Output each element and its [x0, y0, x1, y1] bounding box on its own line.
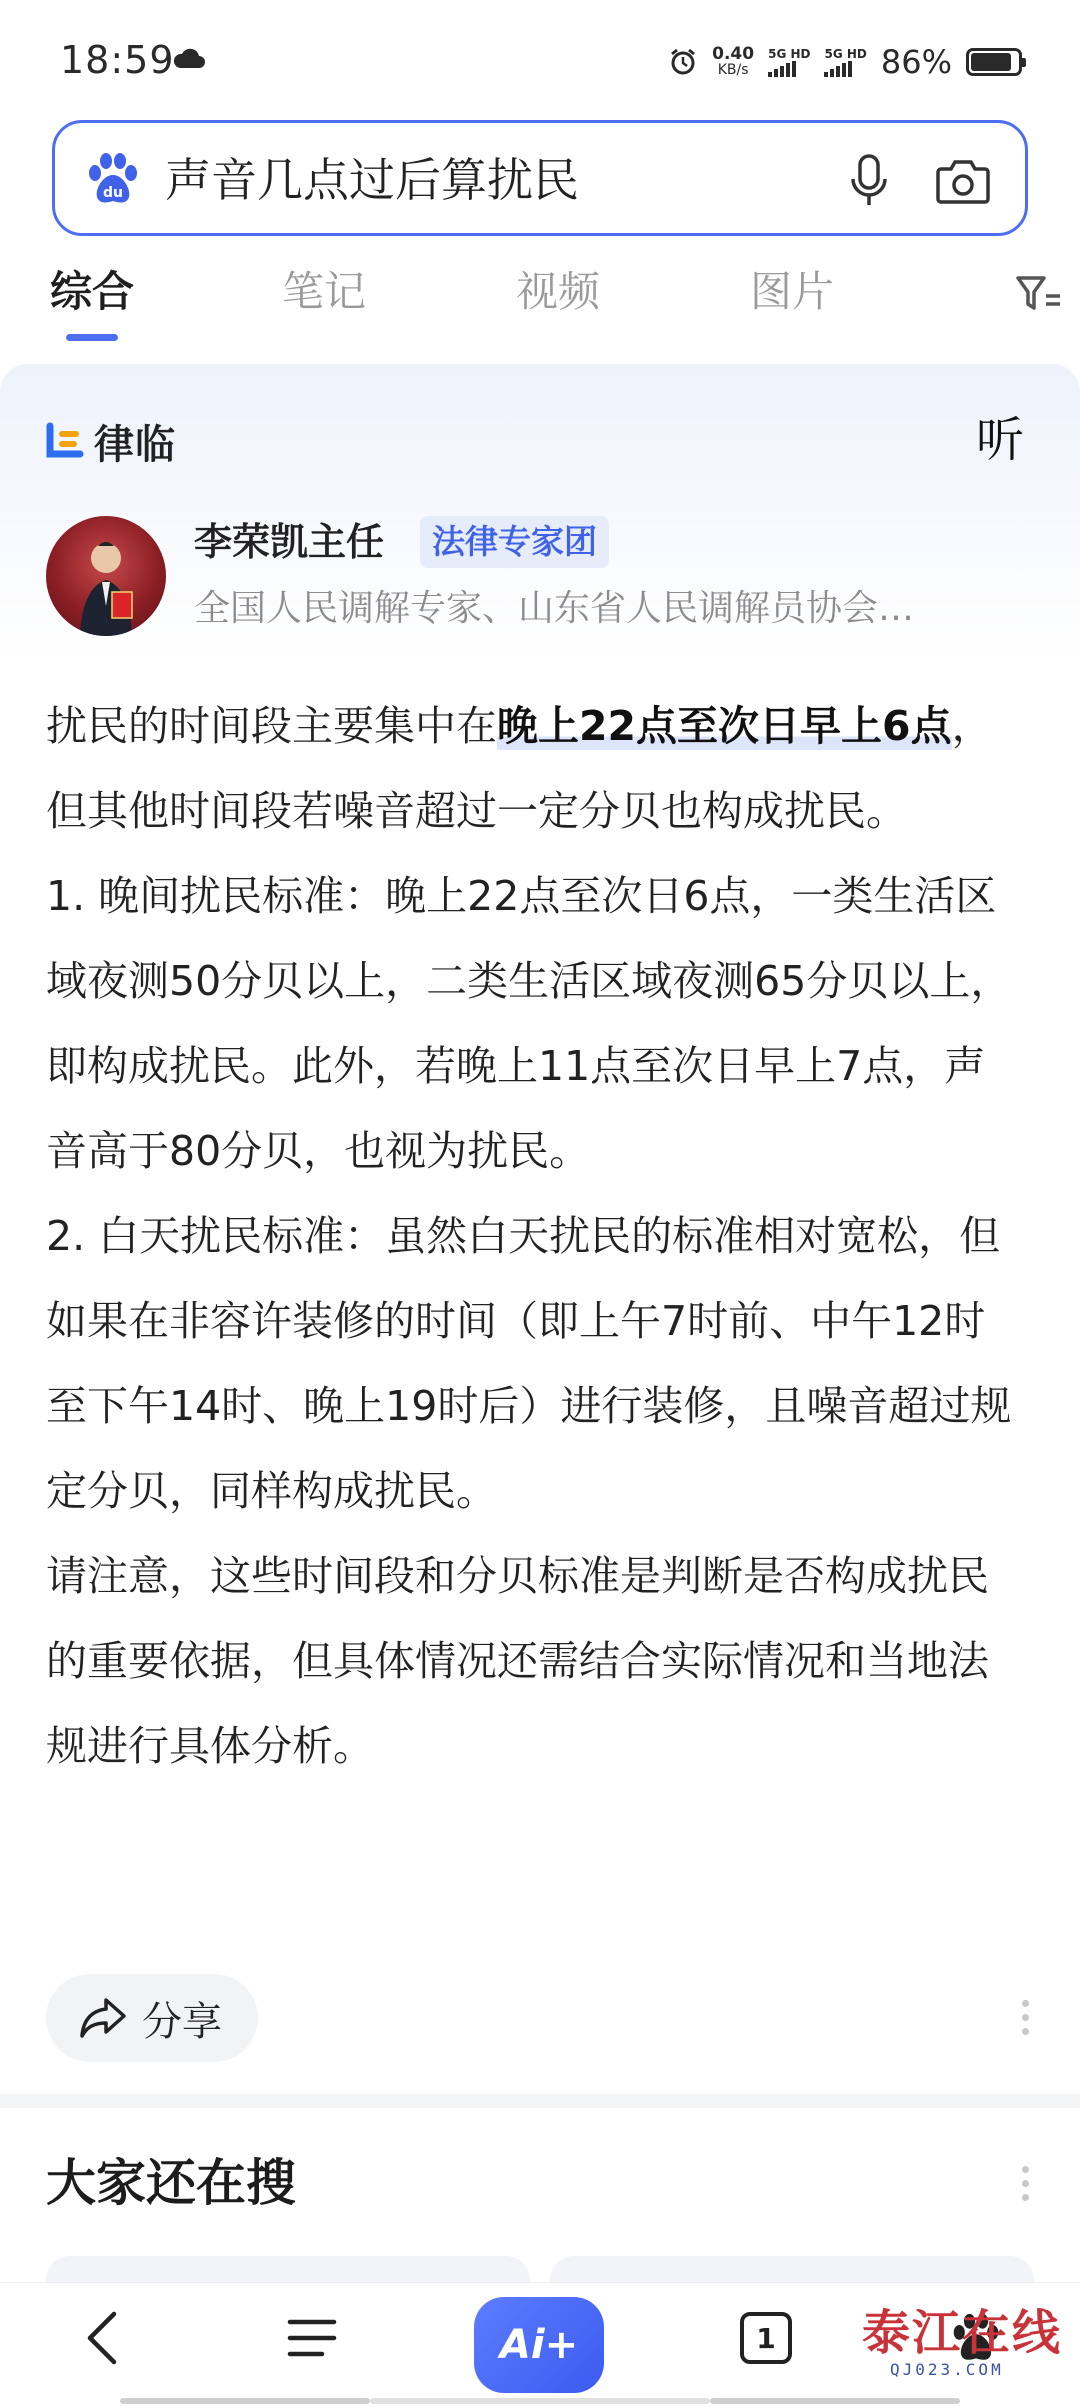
back-icon [82, 2308, 122, 2368]
answer-paragraph-3: 2. 白天扰民标准：虽然白天扰民的标准相对宽松，但如果在非容许装修的时间（即上午7时前、中午12时至下午14时、晚上19时后）进行装修，且噪音超过规定分贝，同样构成扰民。 [46, 1212, 1012, 1515]
filter-icon[interactable] [1014, 272, 1064, 316]
watermark-url: QJ023.COM [890, 2360, 1004, 2379]
menu-icon [286, 2316, 338, 2360]
more-icon[interactable] [1022, 2000, 1030, 2035]
tab-images[interactable]: 图片 [750, 267, 835, 316]
baidu-paw-icon [85, 151, 141, 207]
status-time: 18:59 [60, 38, 175, 82]
gesture-bar [370, 2398, 710, 2404]
section-divider [0, 2094, 1080, 2108]
search-input[interactable]: 声音几点过后算扰民 [165, 153, 579, 207]
search-bar[interactable] [52, 120, 1028, 236]
share-icon [78, 1996, 128, 2040]
watermark [862, 2306, 1062, 2396]
battery-level [971, 53, 1011, 71]
expert-name[interactable]: 李荣凯主任 [194, 520, 385, 564]
sim2-signal [824, 48, 866, 77]
active-tab-indicator [66, 334, 118, 341]
answer-paragraph-4: 请注意，这些时间段和分贝标准是判断是否构成扰民的重要依据，但具体情况还需结合实际情况和当地法规进行具体分析。 [46, 1552, 989, 1770]
battery-icon [966, 48, 1022, 76]
sim1-signal-icon [768, 61, 796, 77]
alarm-icon [668, 47, 698, 77]
answer-highlight: 晚上22点至次日早上6点 [497, 702, 952, 750]
search-tabs [0, 262, 1080, 346]
ai-assistant-button[interactable]: Ai+ [474, 2297, 604, 2393]
expert-title: 全国人民调解专家、山东省人民调解员协会… [194, 588, 915, 629]
answer-intro-rest: ，但其他时间段若噪音超过一定分贝也构成扰民。 [46, 702, 993, 835]
listen-button[interactable]: 听 [975, 412, 1024, 468]
gesture-bar [120, 2398, 370, 2404]
brand-name: 律临 [94, 421, 176, 468]
answer-paragraph-1 [46, 684, 1022, 854]
tab-all[interactable]: 综合 [50, 267, 135, 316]
sim1-label: 5G HD [768, 46, 811, 61]
svg-text:du: du [103, 185, 123, 201]
net-speed-unit: KB/s [717, 62, 749, 78]
brand [44, 416, 176, 466]
answer-intro: 扰民的时间段主要集中在 [46, 702, 497, 750]
watermark-text: 泰江在线 [862, 2305, 1063, 2361]
camera-icon[interactable] [935, 155, 991, 207]
expert-badge: 法律专家团 [420, 516, 609, 568]
related-more-icon[interactable] [1022, 2166, 1030, 2201]
answer-text [46, 684, 1022, 1789]
tab-videos[interactable]: 视频 [516, 267, 601, 316]
answer-paragraph-2: 1. 晚间扰民标准：晚上22点至次日6点，一类生活区域夜测50分贝以上，二类生活区域夜测65分贝以上，即构成扰民。此外，若晚上11点至次日早上7点，声音高于80分贝，也视为扰民。 [46, 872, 1012, 1175]
tab-notes[interactable]: 笔记 [282, 267, 367, 316]
legal-answer-card [0, 364, 1080, 2094]
share-button[interactable] [46, 1974, 258, 2062]
avatar[interactable] [46, 516, 166, 636]
tabs-icon: 1 [740, 2312, 792, 2364]
microphone-icon[interactable] [849, 153, 889, 209]
status-bar [0, 0, 1080, 118]
gesture-bar [710, 2398, 960, 2404]
battery-percent: 86% [880, 43, 952, 81]
expert-photo [46, 516, 166, 636]
status-icons [668, 40, 1022, 84]
sim1-signal [768, 48, 810, 77]
network-speed [712, 46, 754, 78]
cloud-icon [172, 46, 206, 70]
tabs-button[interactable] [726, 2283, 806, 2393]
net-speed-value: 0.40 [712, 44, 755, 64]
menu-button[interactable] [272, 2283, 352, 2393]
sim2-signal-icon [824, 61, 852, 77]
lvlin-logo-icon [44, 420, 86, 462]
related-searches-title: 大家还在搜 [46, 2154, 296, 2212]
sim2-label: 5G HD [824, 46, 867, 61]
share-label: 分享 [142, 1998, 222, 2045]
back-button[interactable] [62, 2283, 142, 2393]
